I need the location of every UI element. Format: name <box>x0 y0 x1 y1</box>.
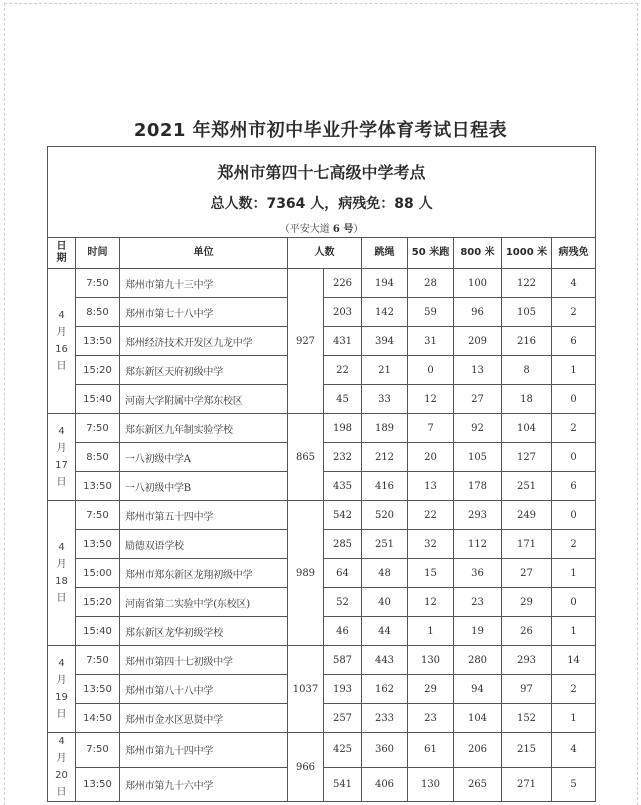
m50-cell: 12 <box>408 588 454 617</box>
m1000-cell: 293 <box>502 646 552 675</box>
unit-cell: 郑东新区龙华初级学校 <box>120 617 288 646</box>
exempt-cell: 2 <box>552 414 596 443</box>
table-row <box>48 733 596 768</box>
time-cell: 15:20 <box>76 356 120 385</box>
header-unit: 单位 <box>120 238 288 269</box>
m50-cell: 59 <box>408 298 454 327</box>
m1000-cell: 249 <box>502 501 552 530</box>
unit-cell: 一八初级中学A <box>120 443 288 472</box>
m1000-cell: 251 <box>502 472 552 501</box>
m1000-cell: 104 <box>502 414 552 443</box>
m1000-cell: 127 <box>502 443 552 472</box>
m800-cell: 19 <box>454 617 502 646</box>
page-title: 2021 年郑州市初中毕业升学体育考试日程表 <box>133 120 508 141</box>
date-part: 日 <box>56 361 67 372</box>
m800-cell: 100 <box>454 269 502 298</box>
count-cell: 203 <box>324 298 362 327</box>
count-cell: 22 <box>324 356 362 385</box>
group-total-cell: 989 <box>288 501 324 646</box>
exempt-cell: 0 <box>552 443 596 472</box>
date-part: 日 <box>56 709 67 720</box>
m1000-cell: 271 <box>502 767 552 802</box>
m1000-cell: 26 <box>502 617 552 646</box>
m800-cell: 96 <box>454 298 502 327</box>
m800-cell: 105 <box>454 443 502 472</box>
table-row <box>48 501 596 530</box>
date-part: 日 <box>56 593 67 604</box>
time-cell: 7:50 <box>76 733 120 768</box>
exempt-cell: 0 <box>552 385 596 414</box>
m1000-cell: 152 <box>502 704 552 733</box>
m50-cell: 61 <box>408 733 454 768</box>
column-header-row <box>48 238 596 269</box>
date-cell <box>48 269 76 414</box>
rope-cell: 443 <box>362 646 408 675</box>
m50-cell: 32 <box>408 530 454 559</box>
schedule-table-wrapper <box>47 146 595 802</box>
time-cell: 7:50 <box>76 646 120 675</box>
m800-cell: 92 <box>454 414 502 443</box>
exam-site-name: 郑州市第四十七高级中学考点 <box>48 147 596 190</box>
unit-cell: 一八初级中学B <box>120 472 288 501</box>
m1000-cell: 215 <box>502 733 552 768</box>
count-cell: 232 <box>324 443 362 472</box>
rope-cell: 212 <box>362 443 408 472</box>
group-total-cell: 966 <box>288 733 324 802</box>
date-part: 4 <box>58 426 65 437</box>
m800-cell: 178 <box>454 472 502 501</box>
count-cell: 193 <box>324 675 362 704</box>
time-cell: 13:50 <box>76 530 120 559</box>
exempt-cell: 4 <box>552 733 596 768</box>
m50-cell: 28 <box>408 269 454 298</box>
header-1000m: 1000 米 <box>502 238 552 269</box>
unit-cell: 郑州市第九十三中学 <box>120 269 288 298</box>
header-50m: 50 米跑 <box>408 238 454 269</box>
m800-cell: 293 <box>454 501 502 530</box>
rope-cell: 40 <box>362 588 408 617</box>
m50-cell: 7 <box>408 414 454 443</box>
date-part: 16 <box>55 344 68 355</box>
count-cell: 425 <box>324 733 362 768</box>
time-cell: 15:00 <box>76 559 120 588</box>
m800-cell: 94 <box>454 675 502 704</box>
address-suffix: ） <box>353 223 364 235</box>
time-cell: 15:20 <box>76 588 120 617</box>
exempt-cell: 1 <box>552 356 596 385</box>
date-part: 17 <box>55 460 68 471</box>
m800-cell: 27 <box>454 385 502 414</box>
m1000-cell: 27 <box>502 559 552 588</box>
m800-cell: 265 <box>454 767 502 802</box>
table-row <box>48 646 596 675</box>
unit-cell: 河南大学附属中学郑东校区 <box>120 385 288 414</box>
unit-cell: 郑州市第五十四中学 <box>120 501 288 530</box>
date-cell <box>48 733 76 802</box>
rope-cell: 360 <box>362 733 408 768</box>
unit-cell: 郑州市第七十八中学 <box>120 298 288 327</box>
date-part: 日 <box>56 787 67 798</box>
time-cell: 7:50 <box>76 269 120 298</box>
exempt-cell: 2 <box>552 298 596 327</box>
date-part: 18 <box>55 576 68 587</box>
time-cell: 7:50 <box>76 501 120 530</box>
rope-cell: 416 <box>362 472 408 501</box>
exempt-cell: 14 <box>552 646 596 675</box>
time-cell: 14:50 <box>76 704 120 733</box>
m50-cell: 29 <box>408 675 454 704</box>
m800-cell: 104 <box>454 704 502 733</box>
count-cell: 198 <box>324 414 362 443</box>
date-part: 月 <box>56 675 67 686</box>
exam-site-totals: 总人数：7364 人，病残免：88 人 <box>48 189 596 217</box>
time-cell: 13:50 <box>76 675 120 704</box>
unit-cell: 郑州经济技术开发区九龙中学 <box>120 327 288 356</box>
group-total-cell: 865 <box>288 414 324 501</box>
m800-cell: 209 <box>454 327 502 356</box>
header-exempt: 病残免 <box>552 238 596 269</box>
unit-cell: 郑州市第九十四中学 <box>120 733 288 768</box>
exempt-cell: 1 <box>552 559 596 588</box>
unit-cell: 河南省第二实验中学(东校区) <box>120 588 288 617</box>
rope-cell: 520 <box>362 501 408 530</box>
time-cell: 13:50 <box>76 327 120 356</box>
exempt-cell: 2 <box>552 530 596 559</box>
exempt-cell: 6 <box>552 327 596 356</box>
date-part: 日 <box>56 477 67 488</box>
time-cell: 13:50 <box>76 767 120 802</box>
rope-cell: 233 <box>362 704 408 733</box>
unit-cell: 郑州市第八十八中学 <box>120 675 288 704</box>
m50-cell: 130 <box>408 646 454 675</box>
unit-cell: 郑东新区天府初级中学 <box>120 356 288 385</box>
date-part: 月 <box>56 753 67 764</box>
address-prefix: （平安大道 <box>279 223 333 235</box>
address-number: 6 号 <box>332 223 354 235</box>
date-cell <box>48 414 76 501</box>
rope-cell: 162 <box>362 675 408 704</box>
date-part: 19 <box>55 692 68 703</box>
exempt-cell: 1 <box>552 617 596 646</box>
group-total-cell: 927 <box>288 269 324 414</box>
count-cell: 431 <box>324 327 362 356</box>
date-cell <box>48 501 76 646</box>
exempt-cell: 1 <box>552 704 596 733</box>
header-date: 日期 <box>48 238 76 269</box>
m1000-cell: 216 <box>502 327 552 356</box>
date-part: 月 <box>56 443 67 454</box>
exam-site-address <box>48 217 596 238</box>
m1000-cell: 18 <box>502 385 552 414</box>
rope-cell: 406 <box>362 767 408 802</box>
exempt-cell: 0 <box>552 588 596 617</box>
rope-cell: 33 <box>362 385 408 414</box>
m1000-cell: 8 <box>502 356 552 385</box>
count-cell: 52 <box>324 588 362 617</box>
table-row <box>48 414 596 443</box>
rope-cell: 189 <box>362 414 408 443</box>
rope-cell: 394 <box>362 327 408 356</box>
date-part: 20 <box>55 770 68 781</box>
table-row <box>48 269 596 298</box>
m1000-cell: 171 <box>502 530 552 559</box>
exempt-cell: 6 <box>552 472 596 501</box>
time-cell: 13:50 <box>76 472 120 501</box>
count-cell: 587 <box>324 646 362 675</box>
m800-cell: 36 <box>454 559 502 588</box>
m1000-cell: 97 <box>502 675 552 704</box>
unit-cell: 郑东新区九年制实验学校 <box>120 414 288 443</box>
unit-cell: 郑州市第九十六中学 <box>120 767 288 802</box>
count-cell: 257 <box>324 704 362 733</box>
m50-cell: 1 <box>408 617 454 646</box>
m800-cell: 206 <box>454 733 502 768</box>
m1000-cell: 105 <box>502 298 552 327</box>
group-total-cell: 1037 <box>288 646 324 733</box>
date-part: 4 <box>58 310 65 321</box>
date-part: 4 <box>58 542 65 553</box>
exempt-cell: 5 <box>552 767 596 802</box>
count-cell: 226 <box>324 269 362 298</box>
unit-cell: 励德双语学校 <box>120 530 288 559</box>
m50-cell: 22 <box>408 501 454 530</box>
m50-cell: 31 <box>408 327 454 356</box>
rope-cell: 21 <box>362 356 408 385</box>
m800-cell: 13 <box>454 356 502 385</box>
m50-cell: 12 <box>408 385 454 414</box>
time-cell: 15:40 <box>76 385 120 414</box>
count-cell: 64 <box>324 559 362 588</box>
unit-cell: 郑州市第四十七初级中学 <box>120 646 288 675</box>
count-cell: 46 <box>324 617 362 646</box>
unit-cell: 郑州市金水区思贤中学 <box>120 704 288 733</box>
count-cell: 541 <box>324 767 362 802</box>
m800-cell: 23 <box>454 588 502 617</box>
m50-cell: 20 <box>408 443 454 472</box>
unit-cell: 郑州市郑东新区龙翔初级中学 <box>120 559 288 588</box>
exempt-cell: 0 <box>552 501 596 530</box>
rope-cell: 194 <box>362 269 408 298</box>
date-part: 4 <box>58 658 65 669</box>
m1000-cell: 29 <box>502 588 552 617</box>
exempt-cell: 4 <box>552 269 596 298</box>
count-cell: 285 <box>324 530 362 559</box>
rope-cell: 251 <box>362 530 408 559</box>
m1000-cell: 122 <box>502 269 552 298</box>
header-800m: 800 米 <box>454 238 502 269</box>
date-part: 月 <box>56 559 67 570</box>
m50-cell: 23 <box>408 704 454 733</box>
time-cell: 7:50 <box>76 414 120 443</box>
count-cell: 45 <box>324 385 362 414</box>
header-rope: 跳绳 <box>362 238 408 269</box>
rope-cell: 142 <box>362 298 408 327</box>
time-cell: 8:50 <box>76 443 120 472</box>
header-count: 人数 <box>288 238 362 269</box>
m50-cell: 0 <box>408 356 454 385</box>
m800-cell: 280 <box>454 646 502 675</box>
time-cell: 8:50 <box>76 298 120 327</box>
m50-cell: 130 <box>408 767 454 802</box>
date-part: 4 <box>58 736 65 747</box>
count-cell: 435 <box>324 472 362 501</box>
count-cell: 542 <box>324 501 362 530</box>
date-part: 月 <box>56 327 67 338</box>
rope-cell: 48 <box>362 559 408 588</box>
date-cell <box>48 646 76 733</box>
schedule-table <box>47 146 596 802</box>
m50-cell: 15 <box>408 559 454 588</box>
m50-cell: 13 <box>408 472 454 501</box>
rope-cell: 44 <box>362 617 408 646</box>
exempt-cell: 2 <box>552 675 596 704</box>
header-time: 时间 <box>76 238 120 269</box>
time-cell: 15:40 <box>76 617 120 646</box>
m800-cell: 112 <box>454 530 502 559</box>
